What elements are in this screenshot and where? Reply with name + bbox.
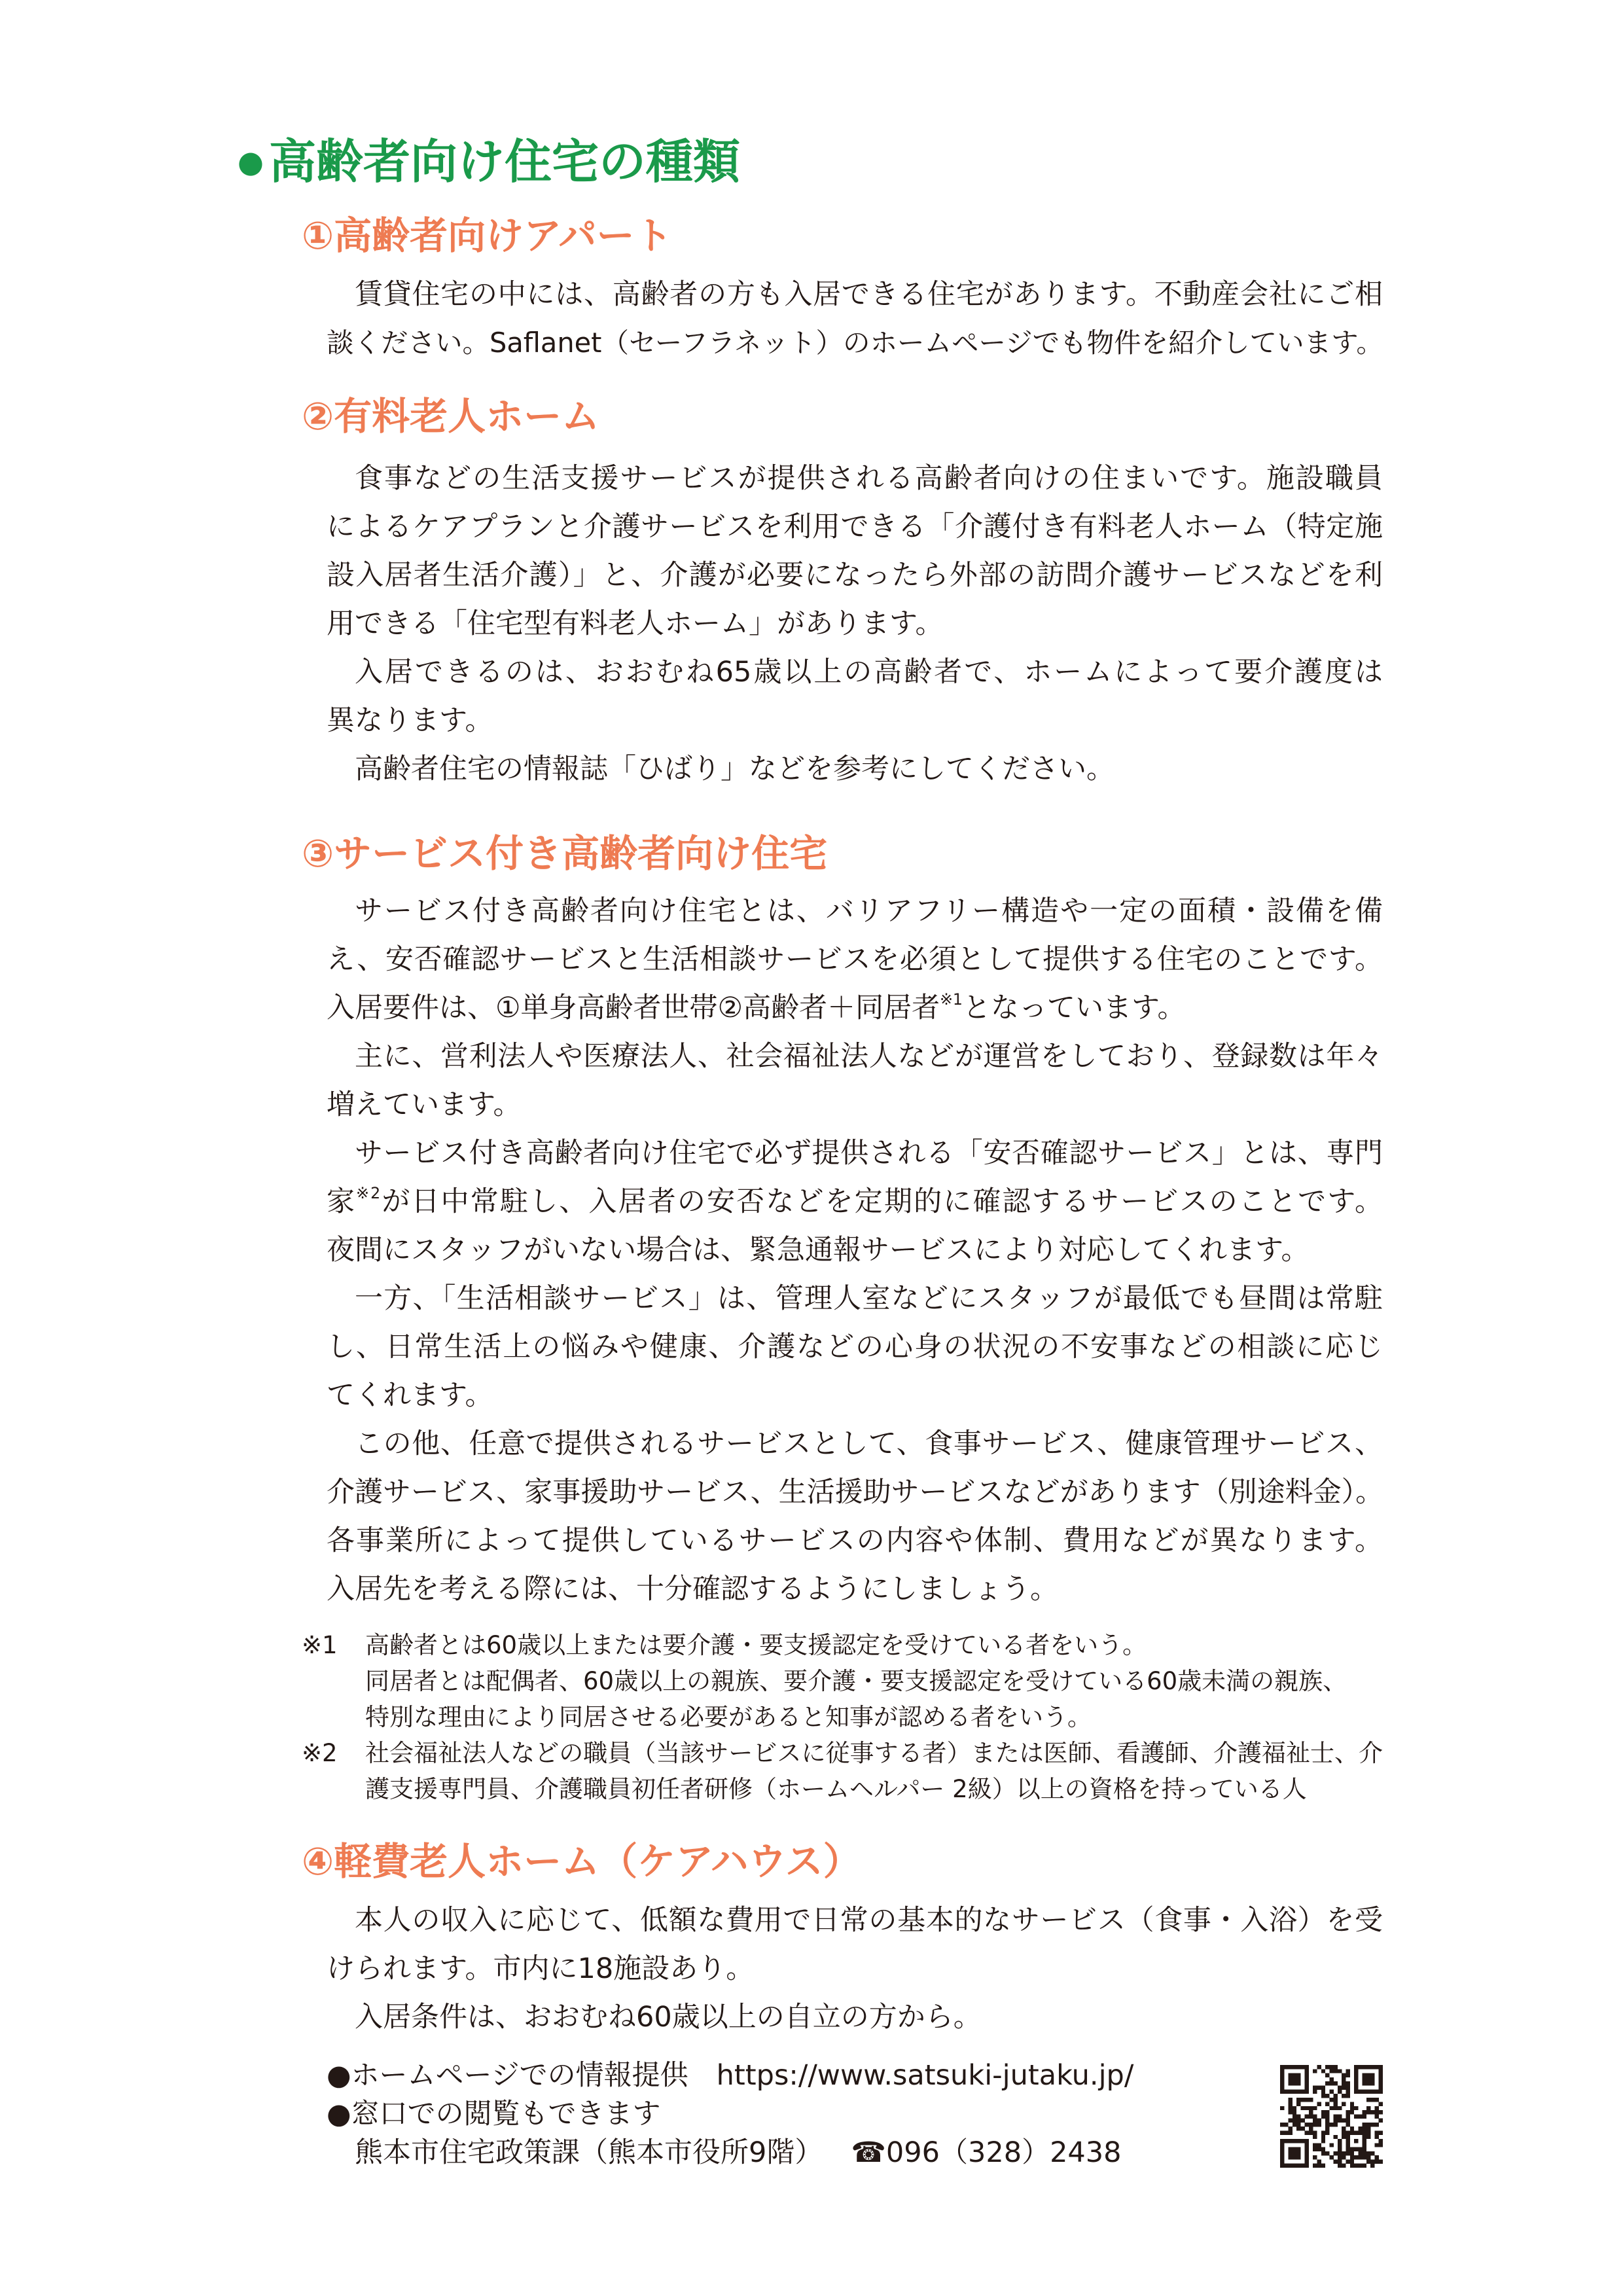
body-line: サービス付き高齢者向け住宅とは、バリアフリー構造や一定の面積・設備を備 <box>355 895 1383 927</box>
line-text: 入居要件は、①単身高齢者世帯②高齢者＋同居者 <box>327 992 940 1024</box>
phone-number: 096（328）2438 <box>885 2136 1122 2169</box>
line-text: となっています。 <box>962 992 1186 1024</box>
section-body-care-house <box>327 1896 1383 2041</box>
footnote-line: 特別な理由により同居させる必要があると知事が認める者をいう。 <box>365 1703 1092 1731</box>
body-line: 入居できるのは、おおむね65歳以上の高齢者で、ホームによって要介護度は <box>355 656 1383 689</box>
website-info-label: ホームページでの情報提供 <box>351 2059 688 2092</box>
office-name: 熊本市住宅政策課（熊本市役所9階） <box>355 2136 823 2169</box>
footnote-text <box>365 1627 1383 1735</box>
footnote-label: ※2 <box>302 1739 338 1767</box>
footnote-text <box>365 1735 1383 1807</box>
page-title <box>234 134 740 189</box>
body-line: サービス付き高齢者向け住宅で必ず提供される「安否確認サービス」とは、専門 <box>355 1137 1383 1170</box>
website-info-line <box>327 2056 1243 2095</box>
body-line: によるケアプランと介護サービスを利用できる「介護付き有料老人ホーム（特定施 <box>327 511 1383 543</box>
body-line: けられます。市内に18施設あり。 <box>327 1952 755 1985</box>
section-heading-apartment: ①高齢者向けアパート <box>302 213 673 258</box>
body-line: 異なります。 <box>327 704 493 737</box>
bullet: ● <box>327 2098 351 2130</box>
section-body-apartment <box>327 270 1383 367</box>
contact-info <box>327 2056 1243 2172</box>
footnotes <box>302 1627 1383 1807</box>
body-line: 用できる「住宅型有料老人ホーム」があります。 <box>327 607 944 640</box>
body-line: 賃貸住宅の中には、高齢者の方も入居できる住宅があります。不動産会社にご相 <box>355 278 1383 311</box>
footnote-ref: ※2 <box>356 1184 381 1203</box>
footnote-label: ※1 <box>302 1631 338 1659</box>
body-line: 入居条件は、おおむね60歳以上の自立の方から。 <box>355 2001 982 2034</box>
body-line: 食事などの生活支援サービスが提供される高齢者向けの住まいです。施設職員 <box>355 462 1383 495</box>
footnote-line: 護支援専門員、介護職員初任者研修（ホームヘルパー 2級）以上の資格を持っている人 <box>365 1775 1307 1803</box>
line-text: が日中常駐し、入居者の安否などを定期的に確認するサービスのことです。 <box>380 1185 1383 1218</box>
section-heading-care-house: ④軽費老人ホーム（ケアハウス） <box>302 1839 861 1884</box>
body-line: 本人の収入に応じて、低額な費用で日常の基本的なサービス（食事・入浴）を受 <box>355 1904 1383 1937</box>
office-info-line <box>327 2134 1243 2172</box>
body-line <box>327 984 1383 1032</box>
counter-info-label: 窓口での閲覧もできます <box>351 2098 661 2130</box>
body-line: え、安否確認サービスと生活相談サービスを必須として提供する住宅のことです。 <box>327 943 1383 976</box>
footnote-line: 高齢者とは60歳以上または要介護・要支援認定を受けている者をいう。 <box>365 1631 1147 1659</box>
body-line: 介護サービス、家事援助サービス、生活援助サービスなどがあります（別途料金）。 <box>327 1476 1384 1509</box>
body-line <box>327 1177 1383 1226</box>
title-bullet: ● <box>237 144 264 179</box>
body-line: この他、任意で提供されるサービスとして、食事サービス、健康管理サービス、 <box>355 1427 1383 1460</box>
body-line: 増えています。 <box>327 1088 522 1121</box>
footnote-1 <box>302 1627 1383 1735</box>
body-line: 設入居者生活介護）」と、介護が必要になったら外部の訪問介護サービスなどを利 <box>327 559 1383 592</box>
section-heading-serviced-housing: ③サービス付き高齢者向け住宅 <box>302 831 828 876</box>
section-heading-private-nursing-home: ②有料老人ホーム <box>302 394 600 439</box>
page-title-text: 高齢者向け住宅の種類 <box>269 134 741 189</box>
body-line: 談ください。Saflanet（セーフラネット）のホームページでも物件を紹介しています。 <box>327 327 1383 359</box>
body-line: てくれます。 <box>327 1379 493 1412</box>
body-line: 主に、営利法人や医療法人、社会福祉法人などが運営をしており、登録数は年々 <box>355 1040 1383 1073</box>
website-url[interactable]: https://www.satsuki-jutaku.jp/ <box>716 2059 1134 2092</box>
footnote-2 <box>302 1735 1383 1807</box>
body-line: 夜間にスタッフがいない場合は、緊急通報サービスにより対応してくれます。 <box>327 1234 1310 1266</box>
bullet: ● <box>327 2059 351 2092</box>
body-line: 入居先を考える際には、十分確認するようにしましょう。 <box>327 1573 1058 1605</box>
footnote-line: 同居者とは配偶者、60歳以上の親族、要介護・要支援認定を受けている60歳未満の親族、 <box>365 1667 1347 1695</box>
footnote-line: 社会福祉法人などの職員（当該サービスに従事する者）または医師、看護師、介護福祉士、介 <box>365 1739 1383 1767</box>
section-body-serviced-housing <box>327 887 1383 1613</box>
qr-code-icon <box>1280 2065 1383 2168</box>
phone-icon: ☎ <box>851 2136 886 2169</box>
body-line: 各事業所によって提供しているサービスの内容や体制、費用などが異なります。 <box>327 1524 1383 1557</box>
footnote-ref: ※1 <box>940 990 963 1009</box>
body-line: 高齢者住宅の情報誌「ひばり」などを参考にしてください。 <box>355 753 1115 785</box>
counter-info-line <box>327 2095 1243 2134</box>
line-text: 家 <box>327 1185 357 1218</box>
section-body-private-nursing-home <box>327 454 1383 793</box>
body-line: し、日常生活上の悩みや健康、介護などの心身の状況の不安事などの相談に応じ <box>327 1331 1383 1363</box>
body-line: 一方、「生活相談サービス」は、管理人室などにスタッフが最低でも昼間は常駐 <box>355 1282 1383 1315</box>
